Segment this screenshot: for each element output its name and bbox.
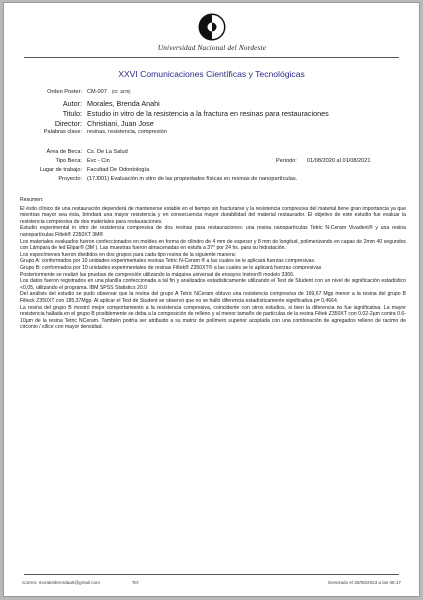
document-page (3, 2, 420, 597)
resumen-paragraph: Posteriormente se realizó las pruebas de compresión utilizando la máquina universal de ensayos Instron® modelo 3366. (20, 271, 295, 278)
resumen-paragraph: Grupo A: conformados por 10 unidades experimentales resinas Tetric N-Ceram ® a las cuales se le aplicará fuerzas compresivas. (20, 258, 316, 265)
row-orden-poster (4, 89, 419, 97)
proyecto-label: Proyecto: (58, 176, 82, 182)
row-palabras-clave (4, 129, 419, 137)
resumen-paragraph: Los especímenes fueron divididos en dos grupos para cada tipo resina de la siguiente manera: (20, 251, 237, 258)
resumen-paragraph: Los materiales evaluados fueron confeccionados en moldes en forma de cilindro de 4 mm de espesor y 8 mm de longitud, polimerizando en capas de 2mm 40 segundos con Lámpara de led Elipar® (3M ). Las muestras fueron almacenadas en estufa a 37° por 24 hs. para su hidratación. (20, 238, 406, 252)
lugar-trabajo-label: Lugar de trabajo: (39, 167, 82, 173)
university-logo-icon (197, 12, 227, 42)
bottom-divider (24, 574, 399, 575)
university-name: Universidad Nacional del Nordeste (157, 44, 267, 52)
orden-poster-value: CM-007 (87, 89, 107, 95)
row-proyecto (4, 176, 419, 184)
resumen-paragraph: El éxito clínico de una restauración dependerá de mantenerse estable en el tiempo sin fracturarse y la resistencia compresiva del material tiene gran importancia ya que mientras mayor sea ésta, brindará una mayor resistencia y en consecuencia mayor durabilidad del material restaurador. El objetivo de este estudio fue evaluar la resistencia compresiva de dos materiales para restauraciones. (20, 205, 406, 225)
palabras-clave-label: Palabras clave: (43, 129, 82, 135)
area-beca-label: Área de Beca: (46, 149, 82, 155)
footer-email: Correo: moralesbrendaa0@gmail.com (22, 580, 100, 585)
row-area-beca (4, 149, 419, 157)
titulo-value: Estudio in vitro de la resistencia a la fractura en resinas para restauraciones (87, 109, 329, 118)
autor-value: Morales, Brenda Anahi (87, 99, 160, 108)
row-lugar-trabajo (4, 167, 419, 175)
proyecto-value: (17J001) Evaluación in vitro de las propiedades físicas en resinas de nanopartículas. (87, 176, 298, 182)
university-header (152, 12, 272, 52)
director-value: Christiani, Juan Jose (87, 119, 154, 128)
resumen-section (20, 197, 406, 331)
tipo-beca-label: Tipo Beca: (55, 158, 82, 164)
row-autor (4, 99, 419, 108)
orden-poster-label: Orden Poster: (47, 89, 82, 95)
periodo-label: Periodo: (276, 158, 297, 164)
event-title: XXVI Comunicaciones Científicas y Tecnológicas (118, 69, 305, 79)
top-divider (24, 57, 399, 58)
resumen-paragraph: Grupo B: conformados por 10 unidades experimentales de resinas Filtek® Z350XT® a las cuales se le aplicará fuerzas compresivas (20, 264, 322, 271)
row-director (4, 119, 419, 128)
resumen-paragraph: Del análisis del estudio se pudo observar que la resina del grupo A Tetric NCeram obtuvo una resistencia compresiva de 169,67 Mgp menor a la resina del grupo B Filteck Z350XT con 185,37Mgp. Al aplicar el Test de Student se observó que no se halló diferencia estadísticamente significativa p= 0,4664. (20, 291, 406, 304)
footer-generated: Generado el 30/06/2023 a las 08:17 (327, 580, 401, 585)
autor-label: Autor: (62, 99, 82, 108)
palabras-clave-value: resinas, resistencia, compresión (87, 129, 167, 135)
lugar-trabajo-value: Facultad De Odontología (87, 167, 150, 173)
resumen-paragraph: Los datos fueron registrados en una planilla confeccionada a tal fin y analizados estadísticamente utilizando el Test de Student con un nivel de significación estadístico <0,05, utilizando el programa. IBM SPSS Statistics 20.0 (20, 278, 406, 291)
area-beca-value: Cs. De La Salud (87, 149, 128, 155)
footer-tel: Tel: (132, 580, 140, 585)
periodo-value: 01/08/2020 al 01/08/2021 (307, 158, 371, 164)
resumen-paragraph: Estudio experimental in vitro de resistencia compresiva de dos resinas para restauraciones: una resina nanopartículas Tetric N-Ceram Vivadent® y una resina nanopartículas Filtek® Z350XT 3M® (20, 225, 406, 238)
resumen-paragraph: La resina del grupo B mostró mejor comportamiento a la resistencia compresiva, coincidente con otros estudios, si bien la diferencia no fue significativa. La mayor resistencia hallada en el grupo B posiblemente se deba a la composición de relleno y al menor tamaño de partículas de la resina Filtek Z350XT con 0.02-2µm contra 0.6-10µm de la resina Tetric NCeram. También podría ser atribuido a su matriz de polímero superior acoplada con una combinación de agregados relleno de racimo de circonio / sílice con mayor densidad. (20, 304, 406, 331)
resumen-heading: Resumen: (20, 197, 44, 203)
poster-id: (ID: 1876) (111, 89, 131, 94)
row-tipo-beca (4, 158, 419, 166)
director-label: Director: (54, 119, 82, 128)
titulo-label: Titulo: (62, 109, 82, 118)
tipo-beca-value: Evc - Cin (87, 158, 110, 164)
row-titulo (4, 109, 419, 118)
